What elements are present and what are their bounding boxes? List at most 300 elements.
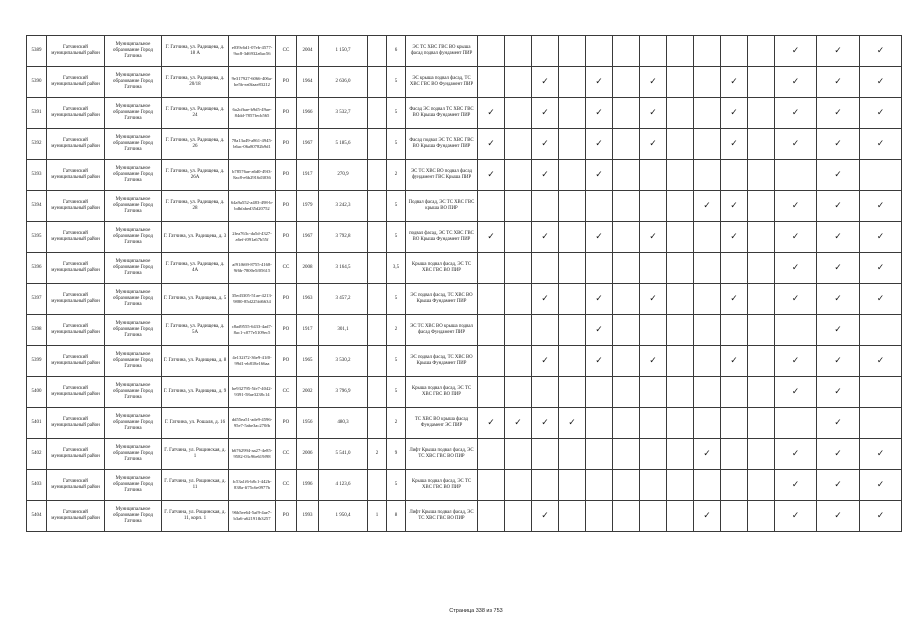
floors-cell: 5 <box>387 222 406 253</box>
empty-cell <box>478 36 505 67</box>
district-cell: Гатчинский муниципальный район <box>47 439 105 470</box>
works-list-cell: Подвал фасад, ЭС ТС ХВС ГВС крыша ВО ПИР <box>406 191 478 222</box>
works-list-cell: ТС ХВС ВО крыша фасад Фундамент ЭС ПИР <box>406 408 478 439</box>
year-built-cell: 2008 <box>297 253 319 284</box>
empty-cell <box>559 315 586 346</box>
empty-cell <box>532 470 559 501</box>
empty-cell <box>721 501 748 532</box>
municipality-cell: Муниципальное образование Город Гатчина <box>105 222 162 253</box>
wall-material-cell: РО <box>276 408 297 439</box>
empty-cell <box>532 377 559 408</box>
check-mark-icon: ✓ <box>775 439 817 470</box>
empty-cell <box>532 439 559 470</box>
guid-cell: b6762994-aa27-4e85-9582-03c96e619f98 <box>229 439 276 470</box>
area-cell: 3 530,2 <box>319 346 368 377</box>
empty-cell <box>748 346 775 377</box>
page-footer: Страница 338 из 753 <box>449 608 503 614</box>
elevators-cell <box>368 377 387 408</box>
area-cell: 3 457,2 <box>319 284 368 315</box>
empty-cell <box>694 408 721 439</box>
works-list-cell: Крыша подвал фасад, ЭС ТС ХВС ГВС ВО ПИР <box>406 377 478 408</box>
check-mark-icon: ✓ <box>721 191 748 222</box>
check-mark-icon: ✓ <box>860 191 902 222</box>
check-mark-icon: ✓ <box>532 222 559 253</box>
empty-cell <box>667 315 694 346</box>
wall-material-cell: СС <box>276 253 297 284</box>
empty-cell <box>694 129 721 160</box>
check-mark-icon: ✓ <box>860 36 902 67</box>
empty-cell <box>586 501 613 532</box>
wall-material-cell: РО <box>276 67 297 98</box>
check-mark-icon: ✓ <box>860 439 902 470</box>
empty-cell <box>721 408 748 439</box>
empty-cell <box>721 470 748 501</box>
empty-cell <box>505 129 532 160</box>
empty-cell <box>613 129 640 160</box>
empty-cell <box>505 253 532 284</box>
empty-cell <box>613 408 640 439</box>
check-mark-icon: ✓ <box>775 501 817 532</box>
works-list-cell: Крыша подвал фасад, ЭС ТС ХВС ГВС ВО ПИР <box>406 253 478 284</box>
floors-cell: 5 <box>387 346 406 377</box>
empty-cell <box>478 315 505 346</box>
empty-cell <box>748 284 775 315</box>
check-mark-icon: ✓ <box>860 346 902 377</box>
empty-cell <box>505 315 532 346</box>
row-number: 5392 <box>27 129 47 160</box>
row-number: 5400 <box>27 377 47 408</box>
works-list-cell: Крыша подвал фасад, ЭС ТС ХВС ГВС ВО ПИР <box>406 470 478 501</box>
row-number: 5389 <box>27 36 47 67</box>
empty-cell <box>559 129 586 160</box>
empty-cell <box>613 346 640 377</box>
empty-cell <box>505 346 532 377</box>
guid-cell: 2fea763c-da5d-4327-a6ef-f091a67b55f <box>229 222 276 253</box>
elevators-cell <box>368 346 387 377</box>
wall-material-cell: РО <box>276 346 297 377</box>
check-mark-icon: ✓ <box>775 129 817 160</box>
check-mark-icon: ✓ <box>586 67 613 98</box>
floors-cell: 5 <box>387 377 406 408</box>
guid-cell: e039c6d1-07eb-4577-9ac8-3d6932a6ac56 <box>229 36 276 67</box>
empty-cell <box>532 253 559 284</box>
empty-cell <box>640 36 667 67</box>
table-row <box>27 98 902 129</box>
works-list-cell: Лифт Крыша подвал фасад, ЭС ТС ХВС ГВС ВО ПИР <box>406 501 478 532</box>
row-number: 5403 <box>27 470 47 501</box>
check-mark-icon: ✓ <box>640 98 667 129</box>
area-cell: 3 532,7 <box>319 98 368 129</box>
empty-cell <box>532 191 559 222</box>
district-cell: Гатчинский муниципальный район <box>47 470 105 501</box>
wall-material-cell: РО <box>276 129 297 160</box>
check-mark-icon: ✓ <box>860 501 902 532</box>
check-mark-icon: ✓ <box>817 346 860 377</box>
check-mark-icon: ✓ <box>817 408 860 439</box>
empty-cell <box>860 315 902 346</box>
empty-cell <box>478 253 505 284</box>
empty-cell <box>559 98 586 129</box>
check-mark-icon: ✓ <box>586 222 613 253</box>
empty-cell <box>505 377 532 408</box>
table-row <box>27 315 902 346</box>
empty-cell <box>748 222 775 253</box>
empty-cell <box>505 470 532 501</box>
check-mark-icon: ✓ <box>775 36 817 67</box>
empty-cell <box>667 191 694 222</box>
guid-cell: 78a13a49-a861-4945-b6ac-06a80782b9d1 <box>229 129 276 160</box>
row-number: 5391 <box>27 98 47 129</box>
empty-cell <box>505 36 532 67</box>
empty-cell <box>586 408 613 439</box>
table-row <box>27 191 902 222</box>
year-built-cell: 1956 <box>297 408 319 439</box>
year-built-cell: 1993 <box>297 501 319 532</box>
guid-cell: af91f669-8755-4168-9f6b-7800e5f05615 <box>229 253 276 284</box>
check-mark-icon: ✓ <box>586 346 613 377</box>
elevators-cell <box>368 67 387 98</box>
empty-cell <box>559 470 586 501</box>
municipality-cell: Муниципальное образование Город Гатчина <box>105 408 162 439</box>
check-mark-icon: ✓ <box>532 408 559 439</box>
floors-cell: 5 <box>387 129 406 160</box>
guid-cell: 96b5ee64-5af9-4ae7-b3a6-a62191fb3257 <box>229 501 276 532</box>
table-row <box>27 439 902 470</box>
empty-cell <box>478 377 505 408</box>
empty-cell <box>640 160 667 191</box>
empty-cell <box>505 98 532 129</box>
table-row <box>27 501 902 532</box>
empty-cell <box>694 36 721 67</box>
check-mark-icon: ✓ <box>860 470 902 501</box>
address-cell: Г. Гатчина, ул. Радищева, д. 28 <box>162 191 229 222</box>
municipality-cell: Муниципальное образование Город Гатчина <box>105 439 162 470</box>
guid-cell: 4e132f72-36e9-41f0-99d1-eb818e166aa <box>229 346 276 377</box>
guid-cell: 9e317927-6066-406a-be5b-ea0faae83212 <box>229 67 276 98</box>
works-list-cell: ЭС ТС ХВС ВО подвал фасад фундамент ГВС Крыша ПИР <box>406 160 478 191</box>
row-number: 5399 <box>27 346 47 377</box>
elevators-cell <box>368 129 387 160</box>
check-mark-icon: ✓ <box>478 98 505 129</box>
empty-cell <box>748 315 775 346</box>
check-mark-icon: ✓ <box>721 67 748 98</box>
empty-cell <box>694 315 721 346</box>
district-cell: Гатчинский муниципальный район <box>47 36 105 67</box>
works-list-cell: ЭС подвал фасад, ТС ХВС ВО Крыша Фундамент ПИР <box>406 284 478 315</box>
table-row <box>27 377 902 408</box>
floors-cell: 5 <box>387 67 406 98</box>
address-cell: Г. Гатчина, ул. Радищева, д. 18 А <box>162 36 229 67</box>
address-cell: Г. Гатчина, ул. Радищева, д. 20/18 <box>162 67 229 98</box>
municipality-cell: Муниципальное образование Город Гатчина <box>105 253 162 284</box>
address-cell: Г. Гатчина, ул. Радищева, д. 5 <box>162 284 229 315</box>
empty-cell <box>613 284 640 315</box>
empty-cell <box>613 98 640 129</box>
elevators-cell <box>368 284 387 315</box>
year-built-cell: 1979 <box>297 191 319 222</box>
area-cell: 301,1 <box>319 315 368 346</box>
empty-cell <box>613 191 640 222</box>
empty-cell <box>667 346 694 377</box>
empty-cell <box>748 253 775 284</box>
empty-cell <box>721 160 748 191</box>
area-cell: 3 242,3 <box>319 191 368 222</box>
check-mark-icon: ✓ <box>817 439 860 470</box>
check-mark-icon: ✓ <box>694 501 721 532</box>
empty-cell <box>505 501 532 532</box>
check-mark-icon: ✓ <box>586 129 613 160</box>
elevators-cell <box>368 160 387 191</box>
wall-material-cell: СС <box>276 377 297 408</box>
table-row <box>27 129 902 160</box>
municipality-cell: Муниципальное образование Город Гатчина <box>105 36 162 67</box>
empty-cell <box>748 36 775 67</box>
empty-cell <box>667 284 694 315</box>
empty-cell <box>721 253 748 284</box>
check-mark-icon: ✓ <box>721 129 748 160</box>
empty-cell <box>559 377 586 408</box>
check-mark-icon: ✓ <box>532 67 559 98</box>
empty-cell <box>640 377 667 408</box>
empty-cell <box>613 253 640 284</box>
check-mark-icon: ✓ <box>532 501 559 532</box>
works-list-cell: ЭС подвал фасад, ТС ХВС ВО Крыша Фундамент ПИР <box>406 346 478 377</box>
check-mark-icon: ✓ <box>860 98 902 129</box>
empty-cell <box>748 501 775 532</box>
empty-cell <box>505 191 532 222</box>
check-mark-icon: ✓ <box>721 98 748 129</box>
works-list-cell: Лифт Крыша подвал фасад, ЭС ТС ХВС ГВС ВО ПИР <box>406 439 478 470</box>
empty-cell <box>586 470 613 501</box>
empty-cell <box>694 98 721 129</box>
municipality-cell: Муниципальное образование Город Гатчина <box>105 284 162 315</box>
empty-cell <box>586 439 613 470</box>
floors-cell: 5 <box>387 98 406 129</box>
area-cell: 480,3 <box>319 408 368 439</box>
empty-cell <box>640 501 667 532</box>
empty-cell <box>559 284 586 315</box>
empty-cell <box>478 284 505 315</box>
empty-cell <box>860 408 902 439</box>
empty-cell <box>667 129 694 160</box>
address-cell: Г. Гатчина, ул. Радищева, д. 24 <box>162 98 229 129</box>
year-built-cell: 1963 <box>297 284 319 315</box>
check-mark-icon: ✓ <box>860 284 902 315</box>
check-mark-icon: ✓ <box>817 129 860 160</box>
municipality-cell: Муниципальное образование Город Гатчина <box>105 315 162 346</box>
area-cell: 5 185,6 <box>319 129 368 160</box>
wall-material-cell: РО <box>276 191 297 222</box>
year-built-cell: 1967 <box>297 129 319 160</box>
floors-cell: 5 <box>387 284 406 315</box>
table-row <box>27 160 902 191</box>
year-built-cell: 1967 <box>297 222 319 253</box>
elevators-cell: 1 <box>368 501 387 532</box>
empty-cell <box>748 129 775 160</box>
floors-cell: 6 <box>387 36 406 67</box>
check-mark-icon: ✓ <box>775 346 817 377</box>
row-number: 5396 <box>27 253 47 284</box>
empty-cell <box>640 470 667 501</box>
check-mark-icon: ✓ <box>478 408 505 439</box>
empty-cell <box>586 253 613 284</box>
district-cell: Гатчинский муниципальный район <box>47 253 105 284</box>
row-number: 5398 <box>27 315 47 346</box>
district-cell: Гатчинский муниципальный район <box>47 222 105 253</box>
empty-cell <box>721 36 748 67</box>
table-row <box>27 408 902 439</box>
check-mark-icon: ✓ <box>586 315 613 346</box>
wall-material-cell: СС <box>276 36 297 67</box>
check-mark-icon: ✓ <box>721 346 748 377</box>
empty-cell <box>505 222 532 253</box>
row-number: 5401 <box>27 408 47 439</box>
empty-cell <box>559 222 586 253</box>
empty-cell <box>532 36 559 67</box>
municipality-cell: Муниципальное образование Город Гатчина <box>105 191 162 222</box>
empty-cell <box>667 98 694 129</box>
check-mark-icon: ✓ <box>478 222 505 253</box>
empty-cell <box>667 36 694 67</box>
guid-cell: 64a9a552-a483-498-b-bdbfabed35d20752 <box>229 191 276 222</box>
wall-material-cell: РО <box>276 284 297 315</box>
table-row <box>27 346 902 377</box>
wall-material-cell: СС <box>276 439 297 470</box>
empty-cell <box>559 346 586 377</box>
check-mark-icon: ✓ <box>532 98 559 129</box>
empty-cell <box>613 470 640 501</box>
empty-cell <box>748 160 775 191</box>
floors-cell: 5 <box>387 470 406 501</box>
wall-material-cell: СС <box>276 470 297 501</box>
empty-cell <box>860 160 902 191</box>
table-row <box>27 253 902 284</box>
guid-cell: be932795-5fe7-4042-9391-58ae3238c14 <box>229 377 276 408</box>
year-built-cell: 2002 <box>297 377 319 408</box>
table-row <box>27 67 902 98</box>
year-built-cell: 1965 <box>297 346 319 377</box>
row-number: 5395 <box>27 222 47 253</box>
empty-cell <box>775 160 817 191</box>
address-cell: Г. Гатчина, ул. Радищева, д. 5А <box>162 315 229 346</box>
empty-cell <box>559 36 586 67</box>
floors-cell: 5 <box>387 191 406 222</box>
empty-cell <box>505 67 532 98</box>
floors-cell: 3,5 <box>387 253 406 284</box>
check-mark-icon: ✓ <box>775 191 817 222</box>
address-cell: Г. Гатчина, ул. Радищева, д. 26 <box>162 129 229 160</box>
empty-cell <box>694 377 721 408</box>
works-list-cell: ЭС ТС ХВС ГВС ВО крыша фасад подвал фундамент ПИР <box>406 36 478 67</box>
area-cell: 4 123,6 <box>319 470 368 501</box>
elevators-cell <box>368 470 387 501</box>
empty-cell <box>667 408 694 439</box>
check-mark-icon: ✓ <box>721 222 748 253</box>
check-mark-icon: ✓ <box>817 98 860 129</box>
check-mark-icon: ✓ <box>817 191 860 222</box>
year-built-cell: 2006 <box>297 439 319 470</box>
check-mark-icon: ✓ <box>817 222 860 253</box>
address-cell: Г. Гатчина, ул. Радищева, д. 9 <box>162 377 229 408</box>
area-cell: 270,9 <box>319 160 368 191</box>
floors-cell: 2 <box>387 315 406 346</box>
address-cell: Г. Гатчина, ул. Рощинская, д. 11, корп. 1 <box>162 501 229 532</box>
empty-cell <box>478 439 505 470</box>
empty-cell <box>640 253 667 284</box>
district-cell: Гатчинский муниципальный район <box>47 501 105 532</box>
check-mark-icon: ✓ <box>505 408 532 439</box>
area-cell: 1 950,4 <box>319 501 368 532</box>
address-cell: Г. Гатчина, ул. Радищева, д. 3 <box>162 222 229 253</box>
empty-cell <box>478 191 505 222</box>
empty-cell <box>667 67 694 98</box>
area-cell: 3 796,9 <box>319 377 368 408</box>
table-row <box>27 222 902 253</box>
district-cell: Гатчинский муниципальный район <box>47 160 105 191</box>
empty-cell <box>748 470 775 501</box>
empty-cell <box>694 67 721 98</box>
check-mark-icon: ✓ <box>532 284 559 315</box>
check-mark-icon: ✓ <box>817 315 860 346</box>
empty-cell <box>559 439 586 470</box>
floors-cell: 2 <box>387 160 406 191</box>
check-mark-icon: ✓ <box>478 160 505 191</box>
check-mark-icon: ✓ <box>775 377 817 408</box>
empty-cell <box>748 439 775 470</box>
empty-cell <box>478 346 505 377</box>
empty-cell <box>640 408 667 439</box>
elevators-cell: 2 <box>368 439 387 470</box>
floors-cell: 9 <box>387 439 406 470</box>
empty-cell <box>721 377 748 408</box>
empty-cell <box>613 315 640 346</box>
municipality-cell: Муниципальное образование Город Гатчина <box>105 501 162 532</box>
empty-cell <box>586 191 613 222</box>
empty-cell <box>613 377 640 408</box>
address-cell: Г. Гатчина, ул. Рошаля, д. 16 <box>162 408 229 439</box>
municipality-cell: Муниципальное образование Город Гатчина <box>105 160 162 191</box>
address-cell: Г. Гатчина, ул. Радищева, д. 8 <box>162 346 229 377</box>
year-built-cell: 1964 <box>297 67 319 98</box>
empty-cell <box>559 501 586 532</box>
works-list-cell: Фасад подвал ЭС ТС ХВС ГВС ВО Крыша Фундамент ПИР <box>406 129 478 160</box>
empty-cell <box>586 36 613 67</box>
year-built-cell: 1917 <box>297 160 319 191</box>
empty-cell <box>586 377 613 408</box>
address-cell: Г. Гатчина, ул. Радищева, д. 4А <box>162 253 229 284</box>
row-number: 5394 <box>27 191 47 222</box>
guid-cell: 35ed3305-51ae-4213-9880-85d225fd6634 <box>229 284 276 315</box>
guid-cell: dd55ea51-ade9-4596-95e7-5abe3ac270fb <box>229 408 276 439</box>
empty-cell <box>505 439 532 470</box>
empty-cell <box>860 377 902 408</box>
check-mark-icon: ✓ <box>860 67 902 98</box>
empty-cell <box>613 222 640 253</box>
municipality-cell: Муниципальное образование Город Гатчина <box>105 377 162 408</box>
empty-cell <box>748 377 775 408</box>
area-cell: 2 636,0 <box>319 67 368 98</box>
year-built-cell: 1917 <box>297 315 319 346</box>
empty-cell <box>613 501 640 532</box>
check-mark-icon: ✓ <box>817 160 860 191</box>
empty-cell <box>667 470 694 501</box>
empty-cell <box>478 470 505 501</box>
empty-cell <box>478 501 505 532</box>
empty-cell <box>478 67 505 98</box>
district-cell: Гатчинский муниципальный район <box>47 129 105 160</box>
district-cell: Гатчинский муниципальный район <box>47 315 105 346</box>
check-mark-icon: ✓ <box>817 67 860 98</box>
